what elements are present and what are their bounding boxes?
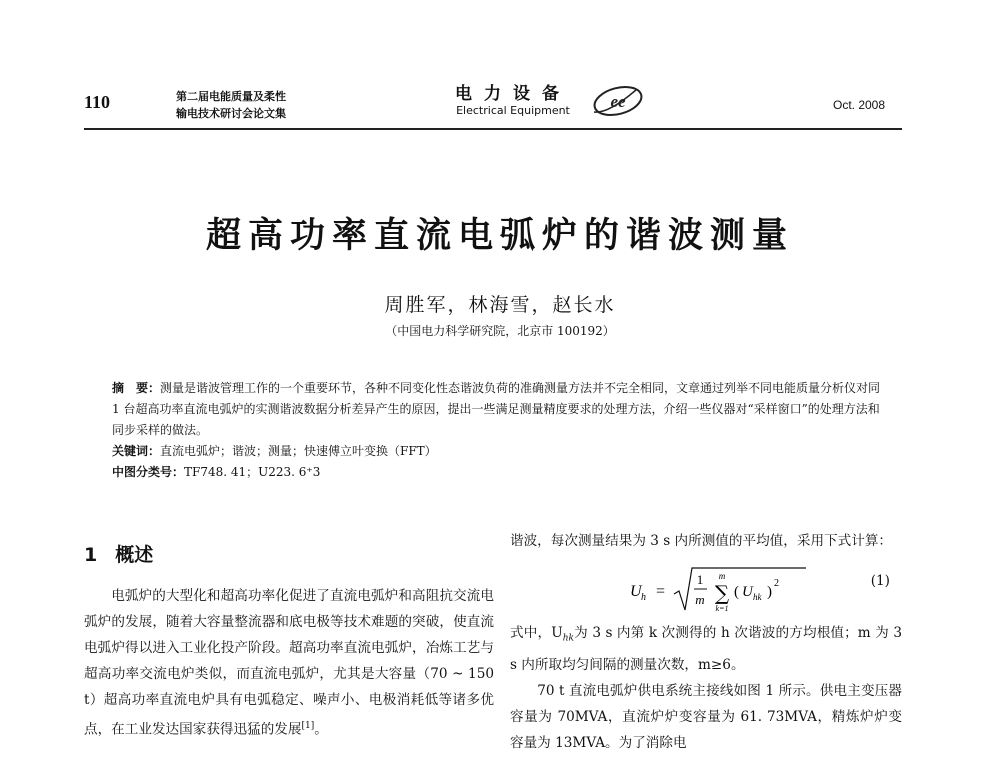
classification-label: 中图分类号：	[112, 465, 185, 479]
variable-subscript: hk	[562, 633, 574, 644]
paragraph-text: 电弧炉的大型化和超高功率化促进了直流电弧炉和高阻抗交流电弧炉的发展，随着大容量整流器和底电极等技术难题的突破，使直流电弧炉得以进入工业化投产阶段。超高功率直流电弧炉，冶炼工艺与超高功率交流电炉类似，而直流电弧炉，尤其是大容量（70 ~ 150 t）超高功率直流电炉具有电弧稳定、噪声小、电极消耗低等诸多优点，在工业发达国家获得迅猛的发展	[84, 588, 494, 738]
section-heading	[84, 540, 153, 567]
keywords-text: 直流电弧炉；谐波；测量；快速傅立叶变换（FFT）	[160, 444, 437, 458]
eq-term: U	[742, 584, 753, 600]
issue-date: Oct. 2008	[833, 98, 886, 112]
eq-exp: 2	[774, 578, 779, 589]
paragraph: 70 t 直流电弧炉供电系统主接线如图 1 所示。供电主变压器容量为 70MVA，直流炉炉变容量为 61. 73MVA，精炼炉炉变容量为 13MVA。为了消除电	[510, 682, 902, 751]
citation-ref[interactable]: [1]	[301, 721, 315, 731]
left-column	[84, 583, 494, 743]
paragraph: 谐波，每次测量结果为 3 s 内所测值的平均值，采用下式计算：	[510, 533, 893, 549]
section-number: 1	[84, 544, 98, 566]
abstract-label: 摘 要：	[112, 381, 161, 395]
logo-text: ee	[610, 92, 626, 111]
section-title: 概述	[115, 544, 154, 566]
svg-text:=: =	[656, 583, 666, 600]
paragraph-end: 。	[314, 721, 328, 738]
paper-title: 超高功率直流电弧炉的谐波测量	[205, 215, 794, 256]
header-rule	[84, 128, 902, 130]
equation-formula	[630, 564, 830, 616]
paragraph-text: 式中，U	[510, 625, 563, 641]
journal-name-en: Electrical Equipment	[456, 104, 570, 117]
keywords-label: 关键词：	[112, 444, 161, 458]
paper-authors: 周胜军，林海雪，赵长水	[384, 294, 616, 316]
journal-name	[455, 84, 571, 118]
abstract-text: 测量是谐波管理工作的一个重要环节，各种不同变化性态谐波负荷的准确测量方法并不完全相同，文章通过列举不同电能质量分析仪对同 1 台超高功率直流电弧炉的实测谐波数据分析差异产生的原因，提出一些满足测量精度要求的处理方法，介绍一些仪器对“采样窗口”的处理方法和同步采样的做法。	[112, 381, 881, 437]
classification	[112, 462, 888, 483]
conference-name	[176, 88, 286, 122]
keywords	[112, 441, 888, 462]
abstract	[112, 378, 888, 441]
svg-text:∑: ∑	[714, 581, 730, 605]
svg-text:(: (	[734, 584, 739, 600]
journal-logo	[588, 84, 646, 118]
eq-lhs: U	[630, 583, 642, 600]
classification-text: TF748. 41；U223. 6⁺3	[184, 465, 321, 479]
paragraph	[510, 620, 902, 678]
paragraph	[84, 583, 494, 743]
eq-frac-den: m	[695, 592, 705, 607]
equation-number: (1)	[870, 573, 890, 589]
paper-affiliation: （中国电力科学研究院，北京市 100192）	[385, 324, 615, 338]
conference-line-2: 输电技术研讨会论文集	[176, 107, 286, 120]
abstract-block	[112, 378, 888, 483]
right-column	[510, 528, 902, 756]
equation	[510, 558, 902, 614]
eq-sum-top: m	[718, 571, 726, 581]
eq-lhs-sub: h	[641, 592, 646, 603]
eq-frac-num: 1	[696, 572, 704, 587]
conference-line-1: 第二届电能质量及柔性	[176, 90, 286, 103]
eq-term-sub: hk	[753, 592, 762, 602]
eq-sum-bottom: k=1	[715, 604, 729, 613]
svg-text:): )	[767, 584, 772, 600]
paragraph-text-cont: 为 3 s 内第 k 次测得的 h 次谐波的方均根值；m 为 3 s 内所取均匀间隔的测量次数，m≥6。	[510, 625, 902, 673]
page-number: 110	[84, 92, 111, 112]
journal-name-cn: 电力设备	[455, 84, 571, 104]
